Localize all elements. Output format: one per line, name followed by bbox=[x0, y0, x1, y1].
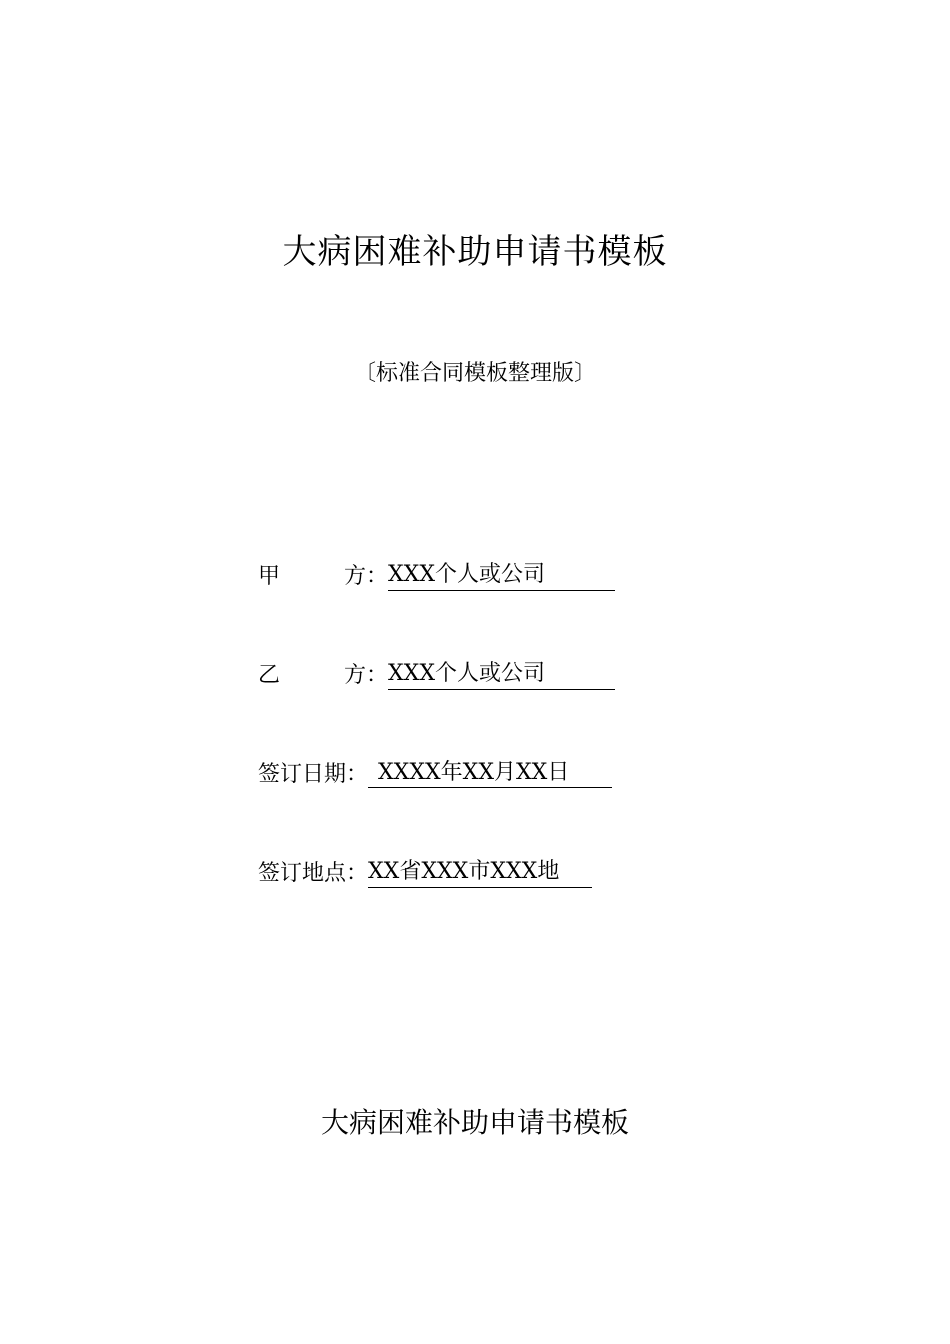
party-a-label bbox=[258, 560, 388, 594]
footer-title: 大病困难补助申请书模板 bbox=[320, 1106, 629, 1139]
party-b-label-char: 乙 bbox=[258, 663, 281, 688]
party-b-label-suffix: 方： bbox=[343, 663, 388, 688]
document-title: 大病困难补助申请书模板 bbox=[282, 232, 668, 272]
sign-place-value: XX省XXX市XXX地 bbox=[368, 857, 592, 888]
party-b-row bbox=[258, 659, 615, 693]
party-a-label-suffix: 方： bbox=[343, 564, 388, 589]
sign-place-label: 签订地点： bbox=[258, 861, 369, 886]
party-b-label bbox=[258, 659, 388, 693]
party-a-row bbox=[258, 560, 615, 594]
party-a-value: XXX个人或公司 bbox=[388, 560, 615, 591]
party-a-label-char: 甲 bbox=[258, 564, 281, 589]
party-b-value: XXX个人或公司 bbox=[388, 659, 615, 690]
document-subtitle: 〔标准合同模板整理版〕 bbox=[353, 361, 596, 386]
sign-date-label: 签订日期： bbox=[258, 762, 369, 787]
sign-date-row bbox=[258, 758, 612, 792]
sign-place-row bbox=[258, 857, 592, 891]
sign-date-value: XXXX年XX月XX日 bbox=[368, 758, 612, 788]
